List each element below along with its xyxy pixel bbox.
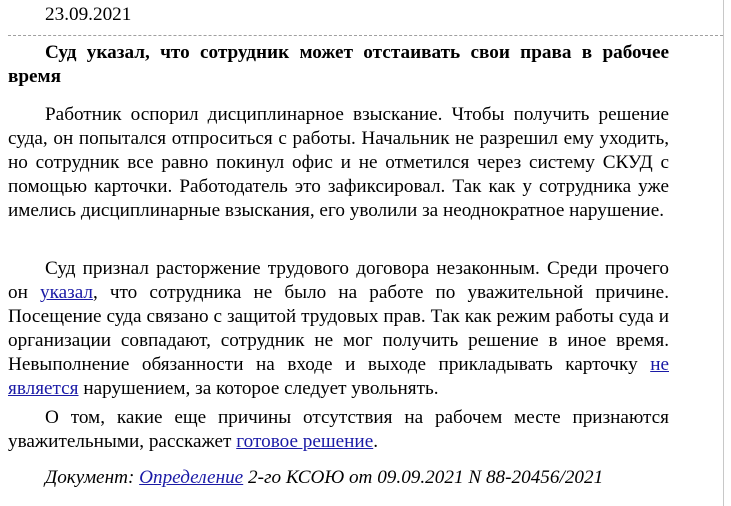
- article-title: Суд указал, что сотрудник может отстаивать свои права в рабочее время: [8, 42, 669, 87]
- link-opredelenie[interactable]: Определение: [139, 467, 244, 488]
- document-suffix: 2-го КСОЮ от 09.09.2021 N 88-20456/2021: [243, 467, 604, 488]
- dashed-divider: [8, 35, 723, 36]
- paragraph-2-text-c: нарушением, за которое следует увольнять.: [78, 378, 439, 399]
- paragraph-2-text-b: , что сотрудника не было на работе по уважительной причине. Посещение суда связано с защитой трудовых прав. Так как режим работы суда и организации совпадают, сотрудник не мог получить решение в иное время. Невыполнение обязанности на входе и выходе прикладывать карточку: [8, 282, 669, 375]
- paragraph-2: [8, 257, 669, 401]
- right-border: [723, 0, 724, 506]
- link-gotovoe-reshenie[interactable]: готовое решение: [236, 431, 374, 452]
- article-date: 23.09.2021: [45, 4, 132, 25]
- paragraph-1: Работник оспорил дисциплинарное взыскание. Чтобы получить решение суда, он попытался отпроситься с работы. Начальник не разрешил ему уходить, но сотрудник все равно покинул офис и не отметился через систему СКУД с помощью карточки. Работодатель это зафиксировал. Так как у сотрудника уже имелись дисциплинарные взыскания, его уволили за неоднократное нарушение.: [8, 104, 669, 221]
- paragraph-2-text-a: Суд признал расторжение трудового договора незаконным. Среди прочего он: [8, 258, 669, 303]
- document-reference: [8, 466, 669, 490]
- paragraph-3: [8, 406, 669, 454]
- paragraph-3-text-b: .: [373, 431, 379, 452]
- link-ne-yavlyaetsya[interactable]: не является: [8, 354, 669, 399]
- document-prefix: Документ:: [45, 467, 140, 488]
- link-ukazal[interactable]: указал: [39, 282, 93, 303]
- paragraph-3-text-a: О том, какие еще причины отсутствия на рабочем месте признаются уважительными, расскажет: [8, 407, 669, 452]
